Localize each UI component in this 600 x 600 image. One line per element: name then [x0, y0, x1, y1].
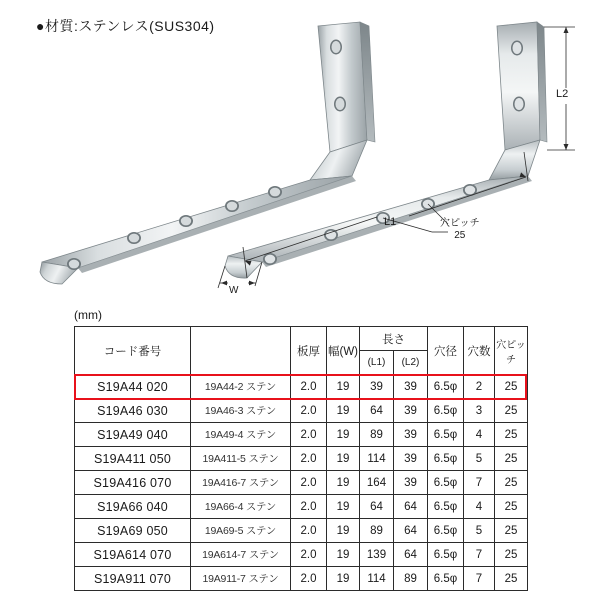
table-cell-name: 19A44-2 ステン [191, 375, 291, 399]
table-cell-hole-pitch: 25 [495, 567, 528, 591]
table-cell-width: 19 [327, 471, 360, 495]
dimension-label-l1: L1 [384, 216, 397, 228]
table-cell-hole-pitch: 25 [495, 447, 528, 471]
table-row[interactable] [75, 495, 528, 519]
table-cell-hole-dia: 6.5φ [428, 519, 464, 543]
table-cell-l1: 114 [360, 447, 394, 471]
table-cell-hole-count: 3 [464, 399, 495, 423]
table-row[interactable] [75, 519, 528, 543]
material-note: ●材質:ステンレス(SUS304) [36, 18, 215, 34]
table-cell-code: S19A49 040 [75, 423, 191, 447]
table-row[interactable] [75, 567, 528, 591]
table-row[interactable] [75, 375, 528, 399]
header-hole-dia: 穴径 [428, 327, 464, 375]
table-cell-name: 19A69-5 ステン [191, 519, 291, 543]
table-cell-name: 19A614-7 ステン [191, 543, 291, 567]
table-cell-code: S19A69 050 [75, 519, 191, 543]
table-cell-width: 19 [327, 519, 360, 543]
table-cell-hole-count: 7 [464, 471, 495, 495]
table-row[interactable] [75, 471, 528, 495]
table-cell-hole-dia: 6.5φ [428, 375, 464, 399]
table-cell-hole-count: 5 [464, 447, 495, 471]
header-row-1 [75, 327, 528, 351]
table-cell-hole-count: 4 [464, 423, 495, 447]
table-cell-l1: 89 [360, 519, 394, 543]
table-cell-name: 19A416-7 ステン [191, 471, 291, 495]
table-cell-hole-count: 5 [464, 519, 495, 543]
table-cell-hole-pitch: 25 [495, 375, 528, 399]
table-cell-hole-pitch: 25 [495, 399, 528, 423]
hole-pitch-label [440, 218, 480, 241]
table-cell-width: 19 [327, 375, 360, 399]
table-cell-l1: 89 [360, 423, 394, 447]
table-cell-hole-count: 7 [464, 567, 495, 591]
spec-table-wrapper [74, 326, 527, 591]
table-cell-l2: 64 [394, 495, 428, 519]
spec-table [74, 326, 528, 591]
table-cell-hole-count: 7 [464, 543, 495, 567]
header-name [191, 327, 291, 375]
dimension-label-l2: L2 [556, 88, 569, 100]
header-code: コード番号 [75, 327, 191, 375]
table-cell-hole-pitch: 25 [495, 543, 528, 567]
table-cell-thickness: 2.0 [291, 423, 327, 447]
table-cell-hole-pitch: 25 [495, 423, 528, 447]
table-cell-thickness: 2.0 [291, 447, 327, 471]
spec-table-body [75, 375, 528, 591]
table-cell-l2: 39 [394, 447, 428, 471]
unit-label: (mm) [74, 308, 102, 322]
table-cell-code: S19A411 050 [75, 447, 191, 471]
spec-table-head [75, 327, 528, 375]
table-cell-name: 19A911-7 ステン [191, 567, 291, 591]
table-cell-width: 19 [327, 399, 360, 423]
hole-pitch-label-text: 穴ピッチ [440, 218, 480, 229]
table-cell-thickness: 2.0 [291, 375, 327, 399]
table-cell-l2: 39 [394, 399, 428, 423]
table-cell-l2: 89 [394, 567, 428, 591]
table-row[interactable] [75, 399, 528, 423]
table-cell-hole-dia: 6.5φ [428, 495, 464, 519]
table-cell-width: 19 [327, 423, 360, 447]
table-cell-l1: 164 [360, 471, 394, 495]
hole-pitch-label-value: 25 [454, 229, 466, 241]
table-cell-code: S19A46 030 [75, 399, 191, 423]
table-cell-width: 19 [327, 447, 360, 471]
table-cell-l1: 114 [360, 567, 394, 591]
header-thickness: 板厚 [291, 327, 327, 375]
table-cell-l2: 64 [394, 543, 428, 567]
table-cell-l1: 64 [360, 495, 394, 519]
table-cell-hole-dia: 6.5φ [428, 423, 464, 447]
table-cell-thickness: 2.0 [291, 519, 327, 543]
table-cell-width: 19 [327, 495, 360, 519]
table-cell-hole-pitch: 25 [495, 495, 528, 519]
bracket-dimensioned [225, 22, 547, 278]
table-cell-code: S19A911 070 [75, 567, 191, 591]
table-cell-l1: 64 [360, 399, 394, 423]
table-cell-code: S19A614 070 [75, 543, 191, 567]
table-cell-code: S19A44 020 [75, 375, 191, 399]
table-cell-name: 19A66-4 ステン [191, 495, 291, 519]
table-cell-width: 19 [327, 543, 360, 567]
table-cell-l2: 39 [394, 375, 428, 399]
header-length-l1: (L1) [360, 351, 394, 375]
table-cell-thickness: 2.0 [291, 543, 327, 567]
table-cell-hole-count: 2 [464, 375, 495, 399]
table-cell-thickness: 2.0 [291, 471, 327, 495]
table-cell-name: 19A49-4 ステン [191, 423, 291, 447]
table-cell-hole-dia: 6.5φ [428, 447, 464, 471]
header-hole-pitch: 穴ピッチ [495, 327, 528, 375]
table-cell-name: 19A46-3 ステン [191, 399, 291, 423]
header-length: 長さ [360, 327, 428, 351]
table-cell-code: S19A66 040 [75, 495, 191, 519]
table-cell-l1: 39 [360, 375, 394, 399]
table-row[interactable] [75, 423, 528, 447]
table-cell-hole-pitch: 25 [495, 519, 528, 543]
table-cell-l2: 64 [394, 519, 428, 543]
table-cell-hole-dia: 6.5φ [428, 471, 464, 495]
table-cell-width: 19 [327, 567, 360, 591]
table-cell-l2: 39 [394, 423, 428, 447]
table-cell-name: 19A411-5 ステン [191, 447, 291, 471]
table-cell-hole-count: 4 [464, 495, 495, 519]
table-row[interactable] [75, 447, 528, 471]
table-cell-hole-dia: 6.5φ [428, 567, 464, 591]
table-cell-thickness: 2.0 [291, 399, 327, 423]
table-cell-thickness: 2.0 [291, 495, 327, 519]
table-cell-l1: 139 [360, 543, 394, 567]
table-cell-code: S19A416 070 [75, 471, 191, 495]
table-cell-hole-dia: 6.5φ [428, 399, 464, 423]
header-hole-count: 穴数 [464, 327, 495, 375]
header-length-l2: (L2) [394, 351, 428, 375]
table-row[interactable] [75, 543, 528, 567]
table-cell-hole-dia: 6.5φ [428, 543, 464, 567]
table-cell-l2: 39 [394, 471, 428, 495]
table-cell-hole-pitch: 25 [495, 471, 528, 495]
header-width: 幅(W) [327, 327, 360, 375]
table-cell-thickness: 2.0 [291, 567, 327, 591]
dimension-label-w: W [229, 285, 239, 296]
